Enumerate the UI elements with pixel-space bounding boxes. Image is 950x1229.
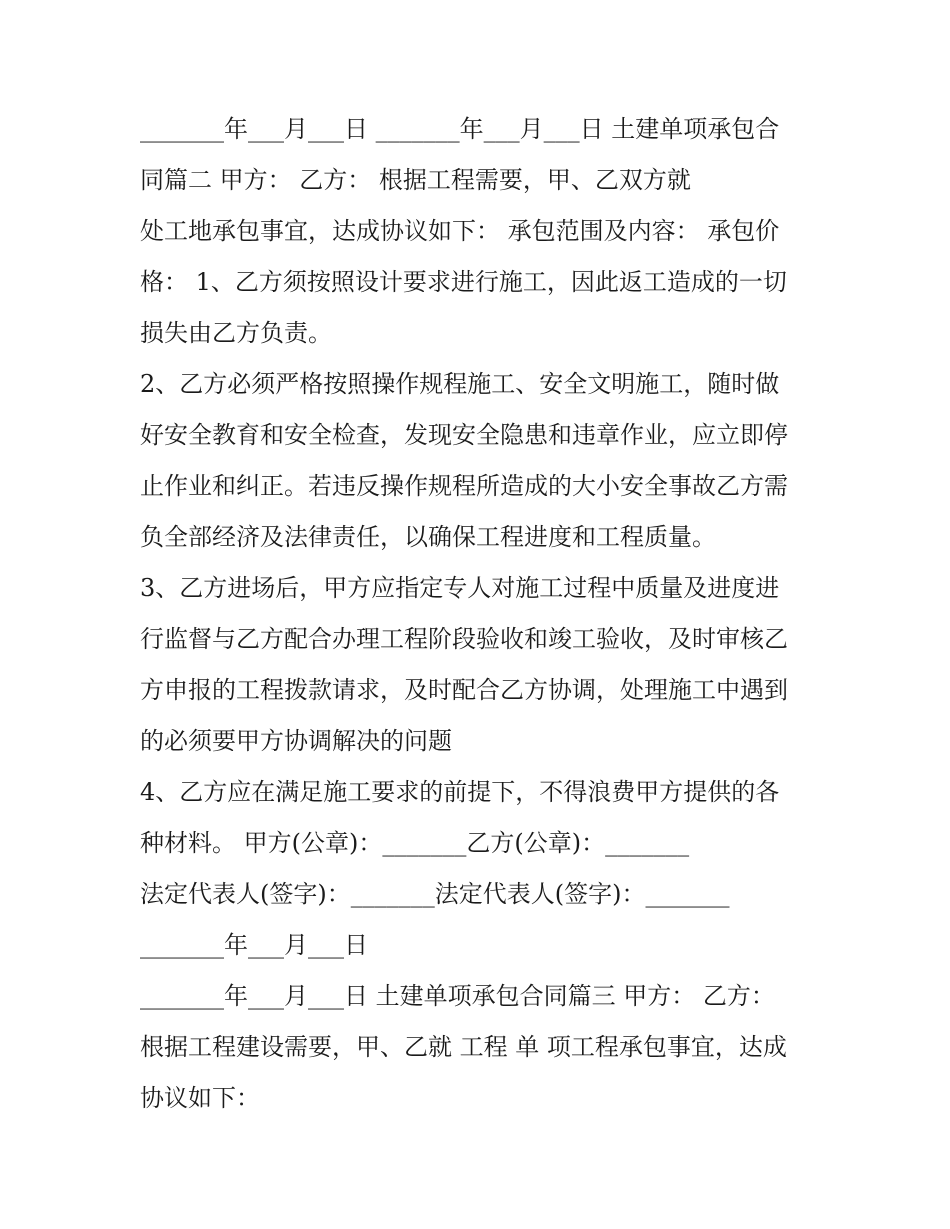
text-line: 方申报的工程拨款请求，及时配合乙方协调，处理施工中遇到 bbox=[140, 676, 788, 704]
text-line: 根据工程建设需要，甲、乙就 工程 单 项工程承包事宜，达成 bbox=[140, 1033, 787, 1061]
text-line: 止作业和纠正。若违反操作规程所造成的大小安全事故乙方需 bbox=[140, 472, 788, 500]
text-line: 3、乙方进场后，甲方应指定专人对施工过程中质量及进度进 bbox=[140, 574, 780, 602]
contract-text bbox=[140, 104, 830, 1124]
text-line: 法定代表人(签字)：_______法定代表人(签字)：_______ bbox=[140, 880, 730, 908]
text-line: 种材料。 甲方(公章)：_______乙方(公章)：_______ bbox=[140, 829, 690, 857]
text-line: _______年___月___日 _______年___月___日 土建单项承包合 bbox=[140, 115, 780, 143]
text-line: 损失由乙方负责。 bbox=[140, 319, 332, 347]
text-line: 好安全教育和安全检查，发现安全隐患和违章作业，应立即停 bbox=[140, 421, 788, 449]
text-line: 4、乙方应在满足施工要求的前提下，不得浪费甲方提供的各 bbox=[140, 778, 780, 806]
text-line: 格： 1、乙方须按照设计要求进行施工，因此返工造成的一切 bbox=[140, 268, 787, 296]
text-line: 行监督与乙方配合办理工程阶段验收和竣工验收，及时审核乙 bbox=[140, 625, 788, 653]
text-line: 的必须要甲方协调解决的问题 bbox=[140, 727, 452, 755]
text-line: 协议如下： bbox=[140, 1084, 260, 1112]
text-line: 处工地承包事宜，达成协议如下： 承包范围及内容： 承包价 bbox=[140, 217, 780, 245]
text-line: 2、乙方必须严格按照操作规程施工、安全文明施工，随时做 bbox=[140, 370, 780, 398]
text-line: _______年___月___日 bbox=[140, 931, 368, 959]
text-line: 同篇二 甲方： 乙方： 根据工程需要，甲、乙双方就 bbox=[140, 166, 691, 194]
text-line: _______年___月___日 土建单项承包合同篇三 甲方： 乙方： bbox=[140, 982, 775, 1010]
text-line: 负全部经济及法律责任，以确保工程进度和工程质量。 bbox=[140, 523, 716, 551]
